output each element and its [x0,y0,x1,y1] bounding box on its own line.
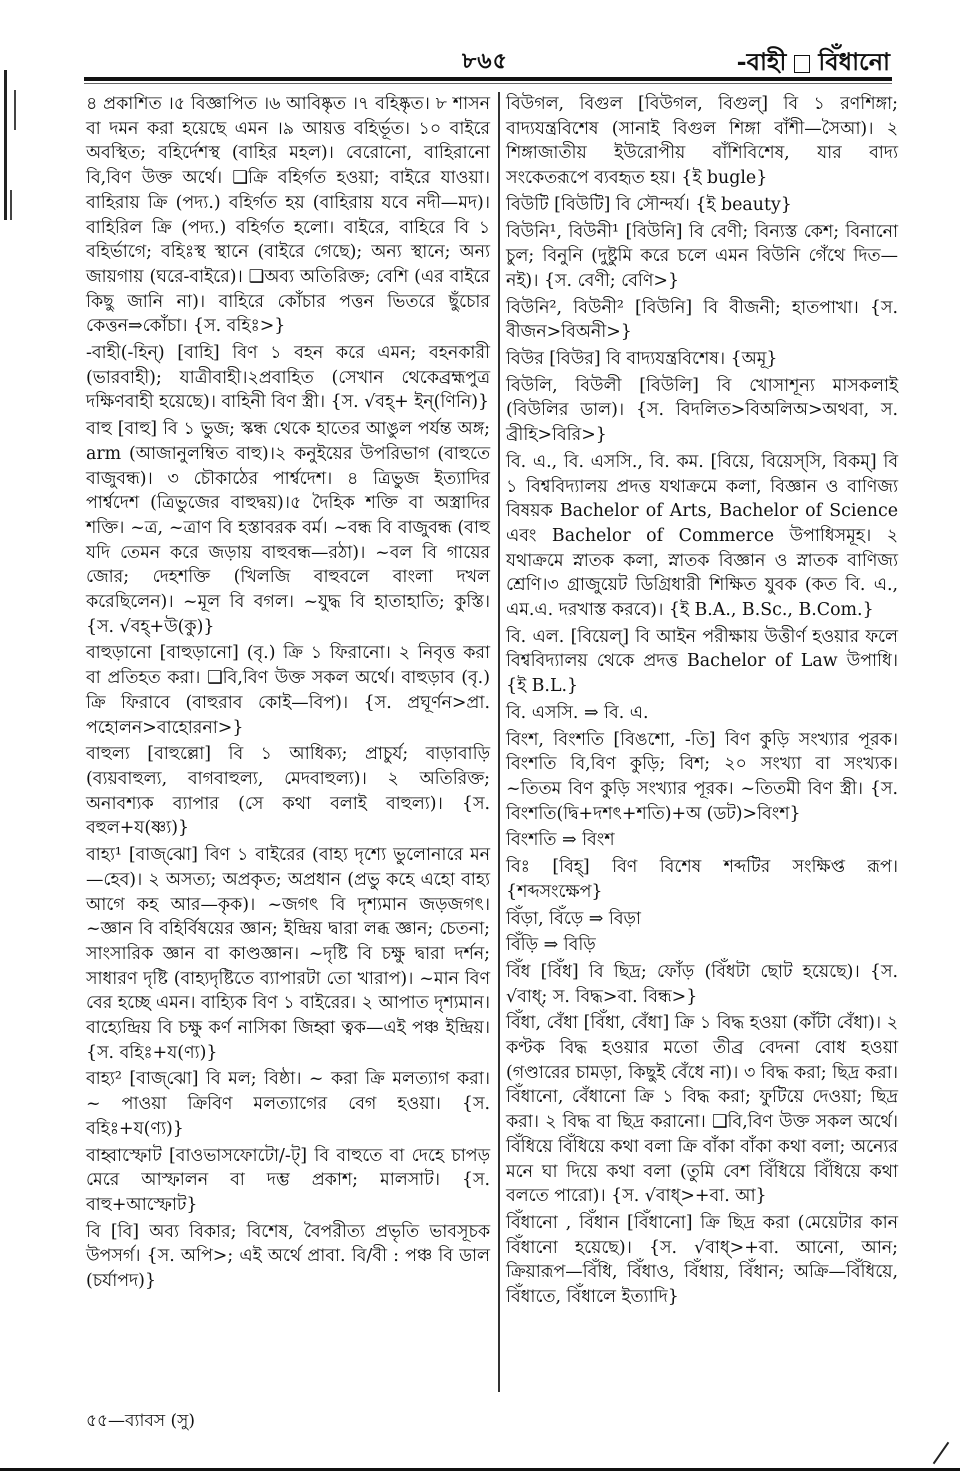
dictionary-entry: বিঁধানো , বিঁধান [বিঁধানো] ক্রি ছিদ্র করা (মেয়েটার কান বিঁধানো হয়েছে)। {স. √বাধ্>+বা. আনো, আন; ক্রিয়ারূপ—বিঁধি, বিঁধাও, বিঁধায়, বিঁধান; অক্রি—বিঁধিয়ে, বিঁধাতে, বিঁধালে ইত্যাদি} [506,1212,898,1308]
dictionary-entry: বিউনি², বিউনী² [বিউনি] বি বীজনী; হাতপাখা। {স. বীজন>বিঅনী>} [506,297,898,343]
footer-signature: ৫৫—ব্যাবস (সু) [86,1411,195,1431]
dictionary-entry: বিঃ [বিহ্] বিণ বিশেষ শব্দটির সংক্ষিপ্ত রূপ। {শব্দসংক্ষেপ} [506,857,898,902]
dictionary-entry: ৪ প্রকাশিত ।৫ বিজ্ঞাপিত ।৬ আবিষ্কৃত ।৭ বহিষ্কৃত। ৮ শাসন বা দমন করা হয়েছে এমন ।৯ আয়ত্ত বহির্ভূত। ১০ বাইরে অবস্থিত; বহির্দেশস্থ (বাহির মহল)। বেরোনো, বাহিরানো বি,বিণ উক্ত অর্থে। ❑ক্রি বহির্গত হওয়া; বাইরে যাওয়া। বাহিরায় ক্রি (পদ্য.) বহির্গত হয় (বাহিরায় যবে নদী—মদ)। বাহিরিল ক্রি (পদ্য.) বহির্গত হলো। বাইরে, বাহিরে বি ১ বহির্ভাগে; বহিঃস্থ স্থানে (বাইরে গেছে); অন্য স্থানে; অন্য জায়গায় (ঘরে-বাইরে)। ❑অব্য অতিরিক্ত; বেশি (এর বাইরে কিছু জানি না)। বাহিরে কোঁচার পত্তন ভিতরে ছুঁচোর কেত্তন⇒কোঁচা। {স. বহিঃ>} [86,94,490,337]
dictionary-entry: বি. এসসি. ⇒ বি. এ. [506,702,649,723]
dictionary-entry: বি [বি] অব্য বিকার; বিশেষ, বৈপরীত্য প্রভৃতি ভাবসূচক উপসর্গ। {স. অপি>; এই অর্থে প্রাবা. বি/বী : পঞ্চ বি ডাল (চর্যাপদ)} [86,1221,490,1292]
dictionary-entry: বিউলি, বিউলী [বিউলি] বি খোসাশূন্য মাসকলাই (বিউলির ডাল)। {স. বিদলিত>বিঅলিঅ>অথবা, স. ব্রীহি>বিরি>} [506,375,898,446]
dictionary-entry: বিংশ, বিংশতি [বিঙশো, -তি] বিণ কুড়ি সংখ্যার পূরক। বিংশতি বি,বিণ কুড়ি; বিশ; ২০ সংখ্যা বা সংখ্যক। ~তিতম বিণ কুড়ি সংখ্যার পূরক। ~তিতমী বিণ স্ত্রী। {স. বিংশতি(দ্বি+দশৎ+শতি)+অ (ডট)>বিংশ} [506,729,898,824]
dictionary-entry: বিঁধা, বেঁধা [বিঁধা, বেঁধা] ক্রি ১ বিদ্ধ হওয়া (কাঁটা বেঁধা)। ২ কণ্টক বিদ্ধ হওয়ার মতো তীব্র বেদনা বোধ হওয়া (গণ্ডারের চামড়া, কিছুই বেঁধে না)। ৩ বিদ্ধ করা; ছিদ্র করা। বিঁধানো, বেঁধানো ক্রি ১ বিদ্ধ করা; ফুটিয়ে দেওয়া; ছিদ্র করা। ২ বিদ্ধ বা ছিদ্র করানো। ❑বি,বিণ উক্ত সকল অর্থে। বিঁধিয়ে বিঁধিয়ে কথা বলা ক্রি বাঁকা বাঁকা কথা বলা; অন্যের মনে ঘা দিয়ে কথা বলা (তুমি বেশ বিঁধিয়ে বিঁধিয়ে কথা বলতে পারো)। {স. √বাধ্>+বা. আ} [506,1013,898,1207]
header-rule [84,77,892,81]
binding-edge-mark [10,190,12,220]
binding-edge-mark [14,90,16,130]
dictionary-entry: বাহ্য¹ [বাজ্‌ঝো] বিণ ১ বাইরের (বাহ্য দৃশ্যে ভুলোনারে মন—হেব)। ২ অসত্য; অপ্রকৃত; অপ্রধান (প্রভু কহে এহো বাহ্য আগে কহ আর—কৃক)। ~জগৎ বি দৃশ্যমান জড়জগৎ। ~জ্ঞান বি বহির্বিষয়ের জ্ঞান; ইন্দ্রিয় দ্বারা লব্ধ জ্ঞান; চেতনা; সাংসারিক জ্ঞান বা কাণ্ডজ্ঞান। ~দৃষ্টি বি চক্ষু দ্বারা দর্শন; সাধারণ দৃষ্টি (বাহ্যদৃষ্টিতে ব্যাপারটা তো খারাপ)। ~মান বিণ বের হচ্ছে এমন। বাহ্যিক বিণ ১ বাইরের। ২ আপাত দৃশ্যমান। বাহ্যেন্দ্রিয় বি চক্ষু কর্ণ নাসিকা জিহ্বা ত্বক—এই পঞ্চ ইন্দ্রিয়। {স. বহিঃ+য(ণ্য)} [86,845,490,1063]
pen-mark [933,1442,950,1464]
binding-edge-mark [4,70,7,220]
dictionary-entry: বি. এ., বি. এসসি., বি. কম. [বিয়ে, বিয়েস্‌সি, বিকম্] বি ১ বিশ্ববিদ্যালয় প্রদত্ত যথাক্রমে কলা, বিজ্ঞান ও বাণিজ্য বিষয়ক Bachelor of Arts, Bachelor of Science এবং Bachelor of Commerce উপাধিসমূহ। ২ যথাক্রমে স্নাতক কলা, স্নাতক বিজ্ঞান ও স্নাতক বাণিজ্য শ্রেণি।৩ গ্রাজুয়েট ডিগ্রিধারী শিক্ষিত যুবক (কত বি. এ., এম.এ. দরখাস্ত করবে)। {ই B.A., B.Sc., B.Com.} [506,451,898,621]
dictionary-entry: বাহুল্য [বাহুল্লো] বি ১ আধিক্য; প্রাচুর্য; বাড়াবাড়ি (ব্যয়বাহুল্য, বাগবাহুল্য, মেদবাহুল্য)। ২ অতিরিক্ত; অনাবশ্যক ব্যাপার (সে কথা বলাই বাহুল্য)। {স. বহুল+য(ষ্ণ্য)} [86,744,490,839]
dictionary-entry: বাহুড়ানো [বাহুড়ানো] (বৃ.) ক্রি ১ ফিরানো। ২ নিবৃত্ত করা বা প্রতিহত করা। ❑বি,বিণ উক্ত সকল অর্থে। বাহুড়াব (বৃ.) ক্রি ফিরাবে (বাহুরাব কোই—বিপ)। {স. প্রঘূর্ণন>প্রা. পহোলন>বাহোরনা>} [86,643,490,738]
dictionary-entry: -বাহী(-হিন্) [বাহি] বিণ ১ বহন করে এমন; বহনকারী (ভারবাহী); যাত্রীবাহী।২প্রবাহিত (সেখান থেকেব্রহ্মপুত্র দক্ষিণবাহী হয়েছে)। বাহিনী বিণ স্ত্রী। {স. √বহ্+ ইন্(ণিনি)} [86,343,490,413]
dictionary-entry: বিঁধ [বিঁধ] বি ছিদ্র; ফোঁড় (বিঁধটা ছোট হয়েছে)। {স. √বাধ্; স. বিদ্ধ>বা. বিন্ধ>} [506,961,898,1007]
dictionary-entry: বাহ্বাস্ফোট [বাওভাসফোটো/-ট্] বি বাহুতে বা দেহে চাপড় মেরে আস্ফালন বা দম্ভ প্রকাশ; মালসাট। {স. বাহু+আস্ফোট} [86,1145,490,1215]
guide-word-first: -বাহী [736,47,787,76]
left-column [86,92,490,1296]
dictionary-entry: বাহ্য² [বাজ্‌ঝো] বি মল; বিষ্ঠা। ~ করা ক্রি মলত্যাগ করা। ~ পাওয়া ক্রিবিণ মলত্যাগের বেগ হওয়া। {স. বহিঃ+য(ণ্য)} [86,1069,490,1139]
dictionary-entry: বিঁড়ি ⇒ বিড়ি [506,935,596,956]
bottom-edge-line [0,1468,960,1471]
page-number: ৮৬৫ [462,48,508,74]
dictionary-entry: বিঁড়া, বিঁড়ে ⇒ বিড়া [506,908,641,929]
right-column [506,92,898,1312]
dictionary-entry: বি. এল. [বিয়েল্] বি আইন পরীক্ষায় উত্তীর্ণ হওয়ার ফলে বিশ্ববিদ্যালয় থেকে প্রদত্ত Bachelor of Law উপাধি। {ই B.L.} [506,626,898,697]
dictionary-entry: বিউর [বিউর] বি বাদ্যযন্ত্রবিশেষ। {অমূ} [506,349,778,370]
dictionary-entry: বিউটি [বিউটি] বি সৌন্দর্য। {ই beauty} [506,194,792,215]
guide-box-icon [794,55,810,73]
header-rule-thin [84,83,892,84]
dictionary-entry: বাহু [বাহু] বি ১ ভুজ; স্কন্ধ থেকে হাতের আঙুল পর্যন্ত অঙ্গ; arm (আজানুলম্বিত বাহু)।২ কনুইয়ের উপরিভাগ (বাহুতে বাজুবন্ধ)। ৩ চৌকাঠের পার্শ্বদেশ। ৪ ত্রিভুজ ইত্যাদির পার্শ্বদেশ (ত্রিভুজের বাহুদ্বয়)।৫ দৈহিক শক্তি বা অস্ত্রাদির শক্তি। ~ত্র, ~ত্রাণ বি হস্তাবরক বর্ম। ~বন্ধ বি বাজুবন্ধ (বাহু যদি তেমন করে জড়ায় বাহুবন্ধ—রঠা)। ~বল বি গায়ের জোর; দেহশক্তি (খিলজি বাহুবলে বাংলা দখল করেছিলেন)। ~মূল বি বগল। ~যুদ্ধ বি হাতাহাতি; কুস্তি। {স. √বহ্+উ(কু)} [86,419,490,637]
dictionary-entry: বিউগল, বিগুল [বিউগল, বিগুল্] বি ১ রণশিঙ্গা; বাদ্যযন্ত্রবিশেষ (সানাই বিগুল শিঙ্গা বাঁশী—সৈআ)। ২ শিঙ্গাজাতীয় ইউরোপীয় বাঁশিবিশেষ, যার বাদ্য সংকেতরূপে ব্যবহৃত হয়। {ই bugle} [506,94,898,189]
guide-word-last: বিঁধানো [818,47,890,76]
column-divider [498,92,500,1392]
dictionary-entry: বিংশতি ⇒ বিংশ [506,830,615,851]
dictionary-entry: বিউনি¹, বিউনী¹ [বিউনি] বি বেণী; বিন্যস্ত কেশ; বিনানো চুল; বিনুনি (দুষ্টুমি করে চলে এমন বিউনি গেঁথে দিত—নই)। {স. বেণী; বেণি>} [506,221,898,291]
